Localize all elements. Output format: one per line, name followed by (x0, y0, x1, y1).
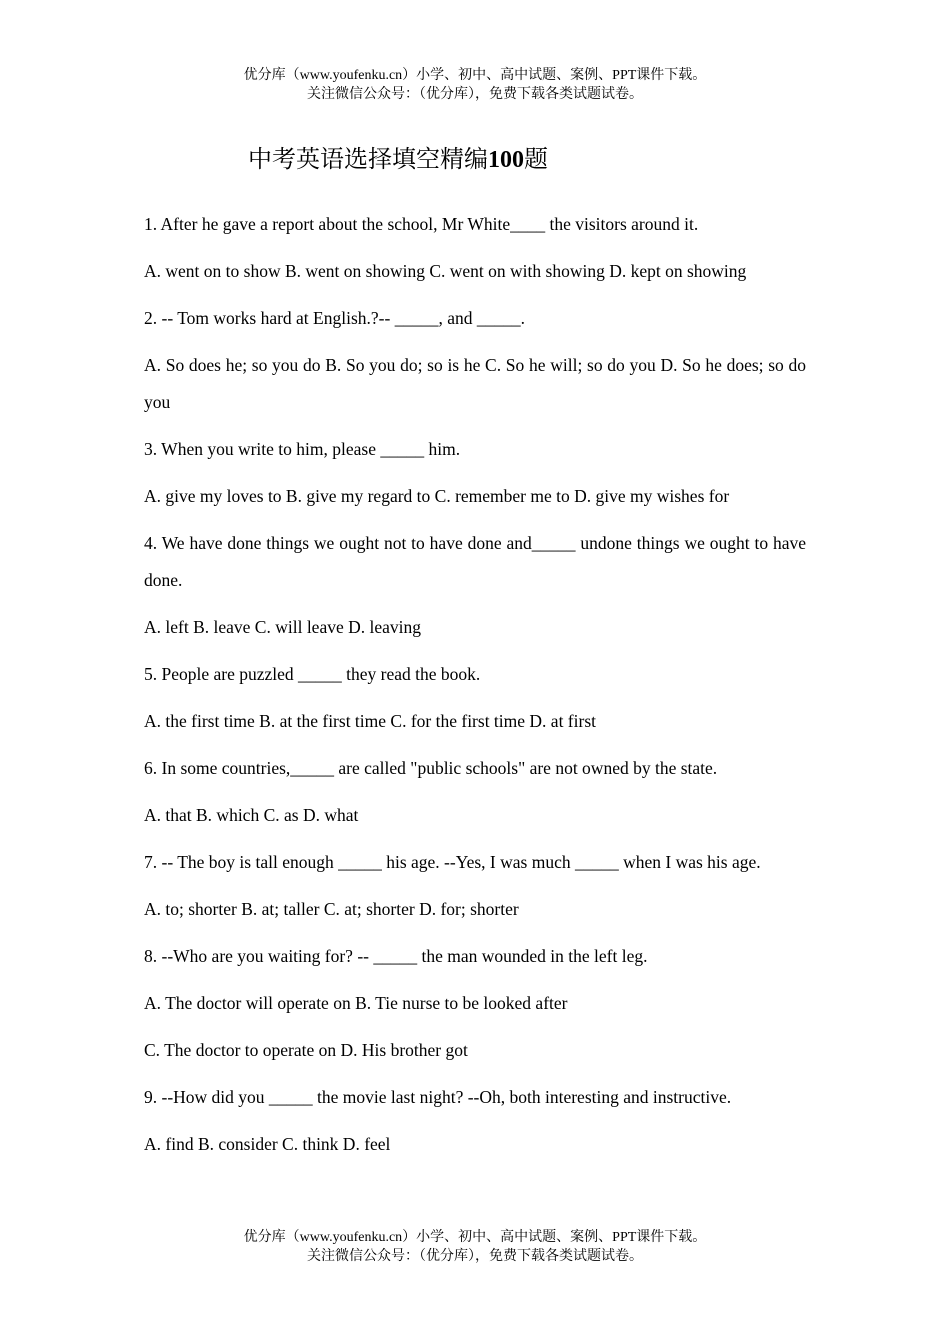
options-8-part-2: C. The doctor to operate on D. His brother got (144, 1040, 468, 1060)
question-5: 5. People are puzzled _____ they read the book. (144, 664, 481, 684)
options-4: A. left B. leave C. will leave D. leaving (144, 617, 422, 637)
header-line-2: 关注微信公众号：（优分库），免费下载各类试题试卷。 (307, 87, 643, 102)
options-9: A. find B. consider C. think D. feel (144, 1134, 391, 1154)
question-1: 1. After he gave a report about the school, Mr White____ the visitors around it. (144, 214, 699, 234)
options-1: A. went on to show B. went on showing C. went on with showing D. kept on showing (144, 261, 747, 281)
options-8-part-1: A. The doctor will operate on B. Tie nurse to be looked after (144, 993, 568, 1013)
options-6: A. that B. which C. as D. what (144, 805, 359, 825)
title-prefix: 中考英语选择填空精编 (248, 147, 488, 173)
page-title (248, 143, 548, 177)
title-suffix: 题 (524, 147, 548, 173)
question-6: 6. In some countries,_____ are called "public schools" are not owned by the state. (144, 758, 718, 778)
page-header (0, 66, 950, 104)
page-footer (0, 1228, 950, 1266)
options-2: A. So does he; so you do B. So you do; so is he C. So he will; so do you D. So he does; so do you (144, 355, 806, 412)
options-5: A. the first time B. at the first time C. for the first time D. at first (144, 711, 596, 731)
question-4: 4. We have done things we ought not to have done and_____ undone things we ought to have done. (144, 533, 806, 590)
header-line-1: 优分库（www.youfenku.cn）小学、初中、高中试题、案例、PPT课件下载。 (243, 68, 707, 83)
question-3: 3. When you write to him, please _____ him. (144, 439, 461, 459)
question-9: 9. --How did you _____ the movie last night? --Oh, both interesting and instructive. (144, 1087, 732, 1107)
question-7: 7. -- The boy is tall enough _____ his age. --Yes, I was much _____ when I was his age. (144, 852, 761, 872)
options-3: A. give my loves to B. give my regard to C. remember me to D. give my wishes for (144, 486, 730, 506)
question-list (144, 206, 806, 1173)
question-8: 8. --Who are you waiting for? -- _____ the man wounded in the left leg. (144, 946, 648, 966)
title-number: 100 (488, 147, 524, 173)
options-7: A. to; shorter B. at; taller C. at; shorter D. for; shorter (144, 899, 519, 919)
footer-line-1: 优分库（www.youfenku.cn）小学、初中、高中试题、案例、PPT课件下载。 (243, 1230, 707, 1245)
footer-line-2: 关注微信公众号：（优分库），免费下载各类试题试卷。 (307, 1249, 643, 1264)
question-2: 2. -- Tom works hard at English.?-- _____, and _____. (144, 308, 525, 328)
